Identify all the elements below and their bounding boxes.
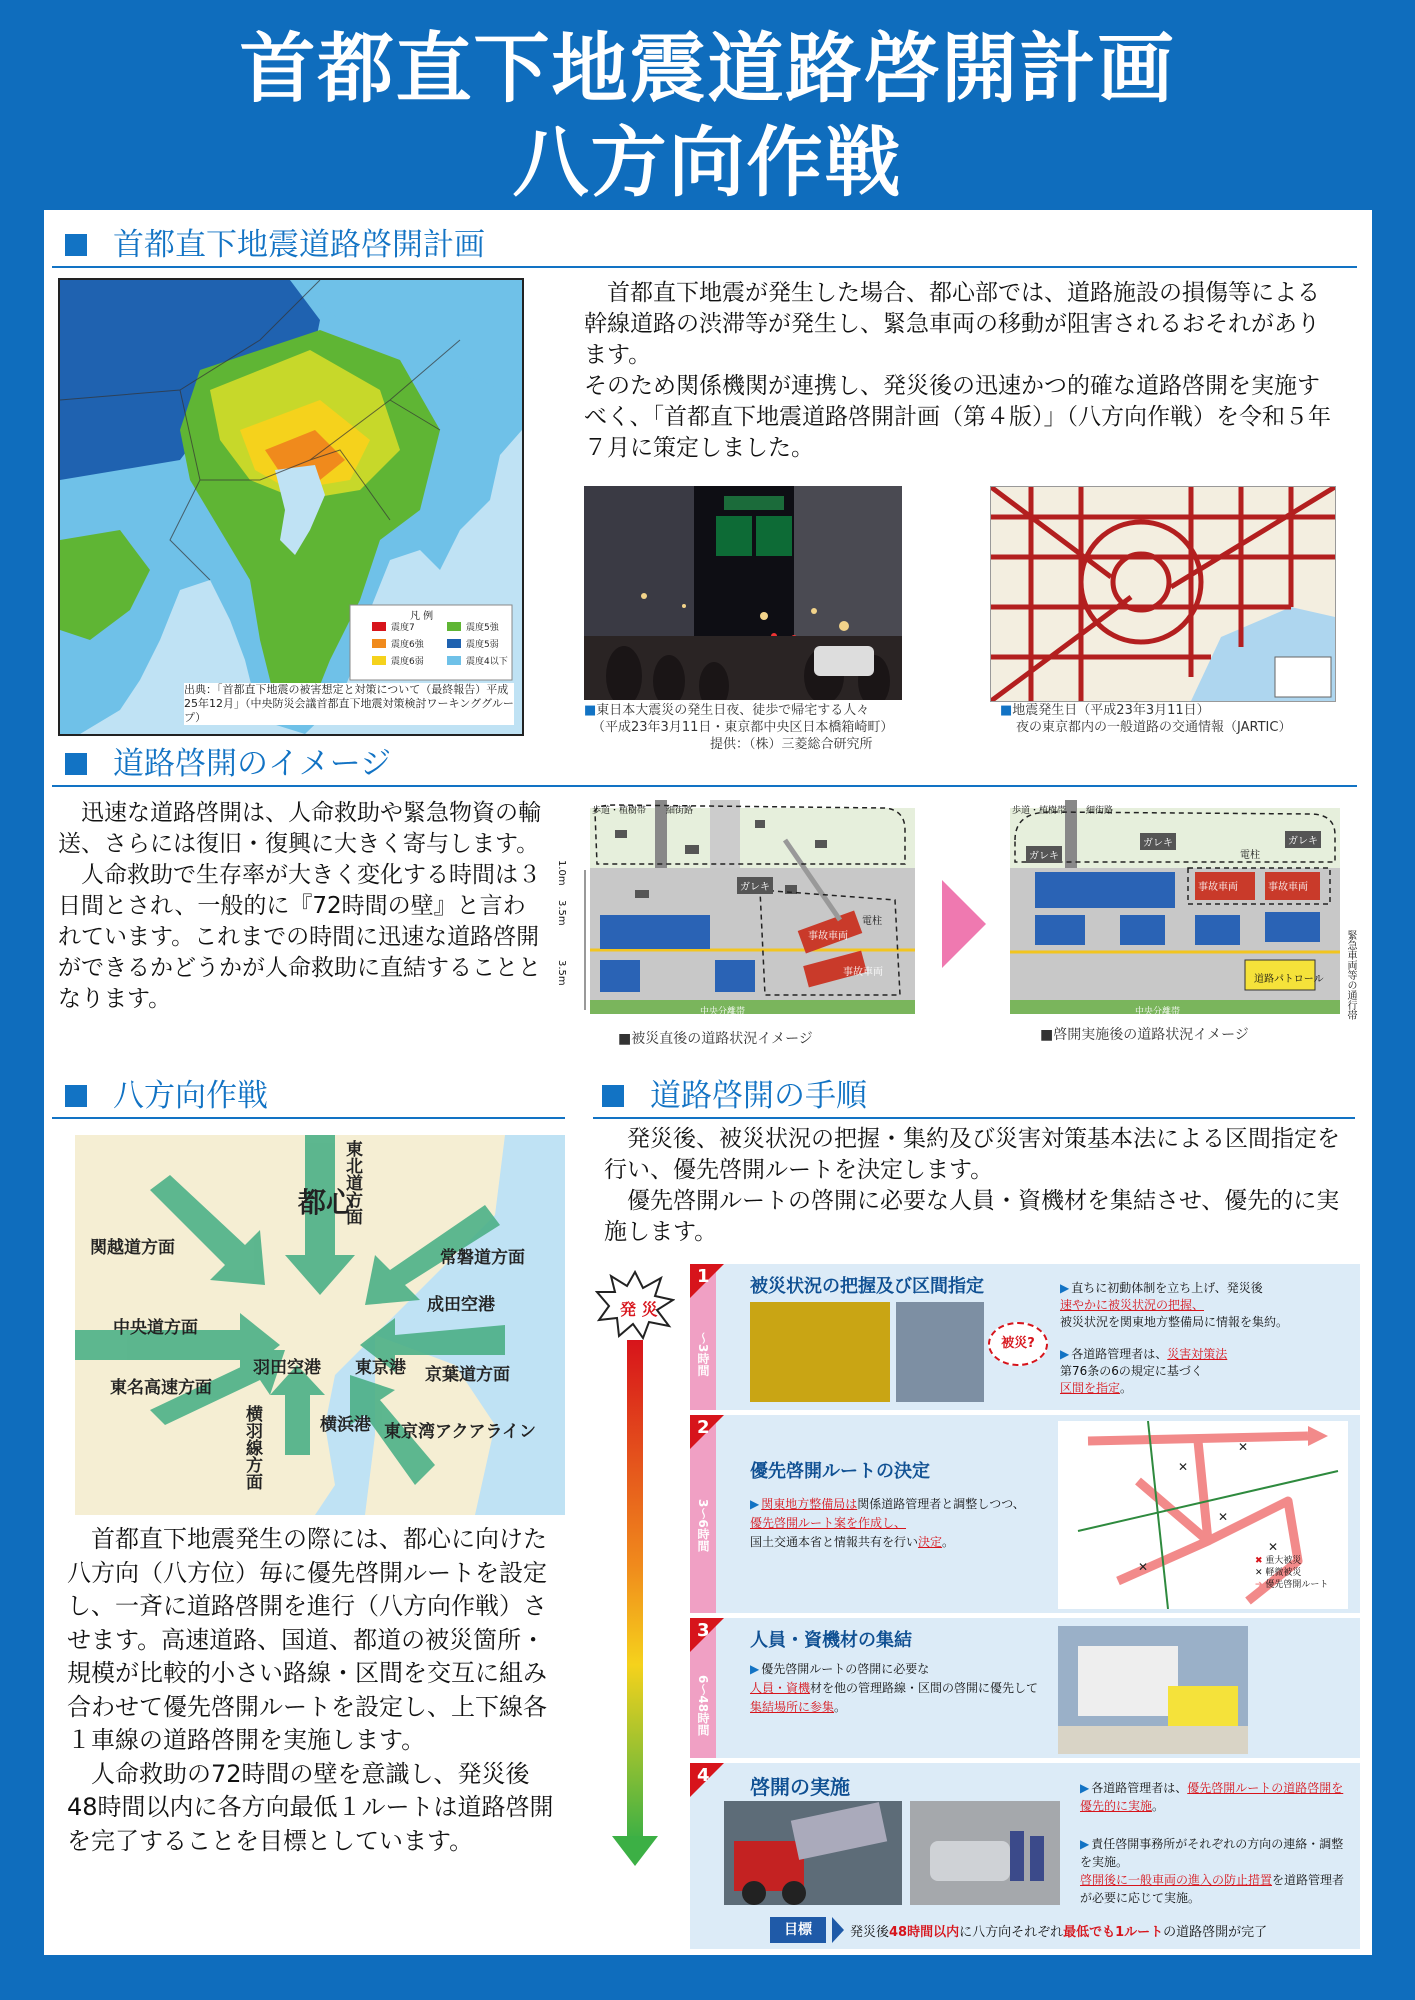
- goal-pre: 発災後: [850, 1925, 890, 1940]
- legend-swatch: [447, 639, 461, 648]
- trucks-graphic: [1058, 1626, 1248, 1754]
- svg-text:✕: ✕: [1268, 1540, 1279, 1554]
- goal-post: の道路啓開が完了: [1163, 1925, 1268, 1940]
- port-label-tokyo: 東京港: [355, 1358, 406, 1378]
- photo1-caption-line1: 東日本大震災の発生日夜、徒歩で帰宅する人々: [596, 703, 870, 718]
- section1-paragraph: 首都直下地震が発生した場合、都心部では、道路施設の損傷等による幹線道路の渋滞等が発生し、緊急車両の移動が阻害されるおそれがあります。: [584, 280, 1320, 368]
- planting-label: 植樹帯: [619, 806, 647, 816]
- section1-heading: [65, 225, 485, 265]
- step-4: [690, 1763, 1360, 1949]
- airport-label-narita: 成田空港: [427, 1295, 495, 1315]
- legend-swatch: [447, 622, 461, 631]
- section4-paragraph: 優先啓開ルートの啓開に必要な人員・資機材を集結させ、優先的に実施します。: [604, 1188, 1340, 1245]
- svg-text:✕: ✕: [1178, 1460, 1189, 1474]
- legend-label: 震度4以下: [466, 657, 508, 667]
- diagram-label-alley: 細街路: [666, 806, 694, 816]
- step-4-b1-post: 。: [1152, 1799, 1165, 1813]
- bullet-triangle-icon: ▶: [1060, 1347, 1070, 1361]
- square-bullet-icon: [65, 234, 87, 256]
- legend-item: [372, 620, 447, 633]
- step-2-bullet-1: [750, 1495, 1050, 1552]
- legend-minor: [1255, 1567, 1328, 1579]
- step-1-b2-red: 災害対策法: [1167, 1347, 1228, 1361]
- direction-label-keiyo: 京葉道方面: [425, 1365, 510, 1385]
- road-before-graphic: [555, 800, 915, 1022]
- section3-heading-text: 八方向作戦: [113, 1078, 268, 1114]
- step-4-title: 啓開の実施: [750, 1775, 850, 1799]
- section1-heading-text: 首都直下地震道路啓開計画: [113, 227, 485, 263]
- svg-text:✕: ✕: [1218, 1510, 1229, 1524]
- step-2-b1-red3: 決定: [918, 1535, 943, 1549]
- center-label: 都心: [298, 1186, 355, 1219]
- bullet-triangle-icon: ▶: [750, 1662, 760, 1676]
- before-caption: ■被災直後の道路状況イメージ: [618, 1031, 813, 1047]
- section3-paragraph: 首都直下地震発生の際には、都心に向けた八方向（八方位）毎に優先啓開ルートを設定し、一斉に道路啓開を進行（八方向作戦）させます。高速道路、国道、都道の被災箇所・規模が比較的小さい路線・区間を交互に組み合わせて優先啓開ルートを設定し、上下線各１車線の道路啓開を実施します。: [67, 1525, 547, 1754]
- legend-label: 震度6弱: [391, 657, 424, 667]
- step-3-time: 6〜48時間: [696, 1674, 710, 1737]
- section2-heading-text: 道路啓開のイメージ: [113, 746, 392, 782]
- section3-paragraph: 人命救助の72時間の壁を意識し、発災後48時間以内に各方向最低１ルートは道路啓開を完了することを目標としています。: [67, 1759, 554, 1855]
- diagram-label-accident: 事故車両: [808, 931, 848, 942]
- step-3-b1-pre: 優先啓開ルートの啓開に必要な: [761, 1662, 930, 1676]
- legend-label: 震度5強: [466, 623, 499, 633]
- title-line-1: 首都直下地震道路啓開計画: [239, 24, 1176, 113]
- direction-label-chuo: 中央道方面: [113, 1318, 198, 1338]
- step-1-photo-cyclist: [896, 1302, 984, 1402]
- step-2-title: 優先啓開ルートの決定: [750, 1461, 930, 1482]
- direction-label-joban: 常磐道方面: [440, 1248, 525, 1268]
- photo1-caption-line2: （平成23年3月11日・東京都中央区日本橋箱崎町）: [592, 720, 894, 735]
- photo1-caption: [584, 702, 914, 753]
- legend-minor-label: 軽微被災: [1265, 1568, 1302, 1578]
- goal-red1: 48時間以内: [889, 1925, 960, 1940]
- section1-rule: [52, 266, 1357, 268]
- step-1-photo-vehicle: [750, 1302, 890, 1402]
- step-2-legend: [1255, 1555, 1328, 1591]
- step-3-title: 人員・資機材の集結: [750, 1630, 912, 1651]
- step-1-bullet-2: [1060, 1346, 1350, 1397]
- photo1-caption-line3: 提供：（株）三菱総合研究所: [710, 737, 873, 752]
- legend-swatch: [372, 622, 386, 631]
- step-4-bullet-2: [1080, 1835, 1350, 1907]
- step-2-number: 2: [697, 1417, 710, 1438]
- caption-mark-icon: ■: [584, 703, 597, 718]
- diagram-label-rubble: ガレキ: [1026, 846, 1062, 863]
- legend-label: 震度6強: [391, 640, 424, 650]
- goal-tag: 目標: [770, 1917, 826, 1943]
- direction-label-yokohane: 横羽線方面: [242, 1405, 262, 1490]
- step-4-b1-red: 優先啓開ルートの道路啓開を優先的に実施: [1080, 1781, 1344, 1813]
- step-3-b1-mid: 材を他の管理路線・区間の啓開に優先して: [810, 1681, 1039, 1695]
- route-arrow-icon: ➔: [1255, 1580, 1263, 1590]
- loader-graphic: [724, 1801, 902, 1905]
- step-1-b2-red2: 区間を指定: [1060, 1381, 1121, 1395]
- step-3-number: 3: [697, 1620, 710, 1641]
- step-4-b2-post: を道路管理者が必要に応じて実施。: [1080, 1873, 1345, 1905]
- step-1-b1-red: 速やかに被災状況の把握、: [1060, 1298, 1205, 1312]
- legend-swatch: [372, 639, 386, 648]
- night-crowd-graphic: [584, 486, 902, 700]
- bullet-triangle-icon: ▶: [1060, 1281, 1070, 1295]
- step-4-b2-pre: 責任啓開事務所がそれぞれの方向の連絡・調整を実施。: [1080, 1837, 1344, 1869]
- section3-rule: [52, 1117, 565, 1119]
- step-2-b1-red: 関東地方整備局は: [761, 1497, 858, 1511]
- step-1-bubble: 被災?: [988, 1322, 1048, 1366]
- section2-rule: [52, 785, 1357, 787]
- legend-item: [372, 654, 447, 667]
- serious-damage-icon: ✖: [1255, 1556, 1263, 1566]
- dim-label: 1.0m: [556, 860, 567, 886]
- legend-route-label: 優先啓開ルート: [1265, 1580, 1329, 1590]
- legend-route: [1255, 1579, 1328, 1591]
- section4-rule: [593, 1117, 1355, 1119]
- timeline-arrowhead-icon: [612, 1836, 658, 1866]
- diagram-label-median: 中央分離帯: [1135, 1007, 1181, 1017]
- svg-text:✕: ✕: [1238, 1440, 1249, 1454]
- workers-graphic: [910, 1801, 1060, 1905]
- port-label-yokohama: 横浜港: [320, 1415, 371, 1435]
- diagram-label-rubble: ガレキ: [737, 877, 773, 894]
- goal-red2: 最低でも1ルート: [1063, 1925, 1164, 1940]
- traffic-map-graphic: [991, 487, 1335, 701]
- step-1-b2-mid: 第76条の6の規定に基づく: [1060, 1364, 1203, 1378]
- step-1-b2-pre: 各道路管理者は、: [1071, 1347, 1168, 1361]
- goal-text: [850, 1921, 1267, 1940]
- diagram-label-pole: 電柱: [1240, 850, 1260, 861]
- caption-mark-icon: ■: [1000, 703, 1013, 718]
- section2-paragraph: 人命救助で生存率が大きく変化する時間は３日間とされ、一般的に『72時間の壁』と言われています。これまでの時間に迅速な道路啓開ができるかどうかが人命救助に直結することとなります。: [58, 862, 541, 1012]
- planting-label: 植樹帯: [1039, 806, 1067, 816]
- dim-label: 3.5m: [556, 900, 567, 926]
- legend-item: [447, 654, 522, 667]
- step-4-photo-loader: [724, 1801, 902, 1905]
- step-3: [690, 1618, 1360, 1758]
- svg-text:✕: ✕: [1138, 1560, 1149, 1574]
- legend-label: 震度7: [391, 623, 415, 633]
- section2-heading: [65, 744, 391, 784]
- legend-item: [372, 637, 447, 650]
- title-line-2: 八方向作戦: [512, 118, 903, 207]
- diagram-label-sidewalk: 歩道・植樹帯: [1012, 806, 1067, 816]
- legend-item: [447, 637, 522, 650]
- step-3-b1-red2: 集結場所に参集: [750, 1700, 835, 1714]
- step-2-b1-post: 国土交通本省と情報共有を行い: [750, 1535, 919, 1549]
- step-2-time: 3〜6時間: [696, 1498, 710, 1552]
- step-4-b2-red: 啓開後に一般車両の進入の防止措置: [1080, 1873, 1273, 1887]
- step-4-b1-pre: 各道路管理者は、: [1091, 1781, 1188, 1795]
- direction-label-kanetsu: 関越道方面: [90, 1238, 175, 1258]
- diagram-label-accident: 事故車両: [843, 967, 883, 978]
- step-4-bullet-1: [1080, 1779, 1350, 1815]
- step-3-b1-post: 。: [834, 1700, 847, 1714]
- square-bullet-icon: [602, 1085, 624, 1107]
- step-1-bullet-1: [1060, 1280, 1350, 1331]
- step-1-title: 被災状況の把握及び区間指定: [750, 1276, 984, 1297]
- square-bullet-icon: [65, 753, 87, 775]
- map-legend: [372, 620, 522, 667]
- section4-body: [604, 1124, 1344, 1248]
- step-1-b1-post: 被災状況を関東地方整備局に情報を集約。: [1060, 1315, 1289, 1329]
- section1-body: [584, 278, 1336, 464]
- step-2-b1-end: 。: [942, 1535, 955, 1549]
- step-1-b2-post: 。: [1120, 1381, 1133, 1395]
- direction-label-aqualine: 東京湾アクアライン: [384, 1422, 536, 1442]
- legend-label: 震度5弱: [466, 640, 499, 650]
- minor-damage-icon: ✕: [1255, 1568, 1263, 1578]
- legend-serious: [1255, 1555, 1328, 1567]
- seismic-intensity-map: [58, 278, 524, 736]
- disaster-label: 発 災: [620, 1300, 658, 1319]
- legend-item: [447, 620, 522, 633]
- airport-label-haneda: 羽田空港: [253, 1358, 321, 1378]
- sidewalk-label: 歩道: [592, 806, 611, 816]
- diagram-label-sidewalk: 歩道・植樹帯: [592, 806, 647, 816]
- road-before-diagram: [555, 800, 915, 1022]
- lane-note-label: 緊急車両等の通行帯: [1345, 930, 1356, 1020]
- traffic-info-map: [990, 486, 1336, 702]
- step-3-b1-red: 人員・資機: [750, 1681, 811, 1695]
- goal-mid: に八方向それぞれ: [959, 1925, 1064, 1940]
- section1-paragraph: そのため関係機関が連携し、発災後の迅速かつ的確な道路啓開を実施すべく、「首都直下地震道路啓開計画（第４版）」（八方向作戦）を令和５年７月に策定しました。: [584, 373, 1332, 461]
- dim-label: 3.5m: [556, 960, 567, 986]
- direction-label-tohoku: 東北道方面: [342, 1140, 362, 1225]
- step-2-b1-pre: 関係道路管理者と調整しつつ、: [857, 1497, 1025, 1511]
- step-3-bullet-1: [750, 1660, 1050, 1717]
- diagram-label-patrol: 道路パトロール: [1254, 974, 1324, 985]
- legend-swatch: [372, 656, 386, 665]
- after-caption: ■啓開実施後の道路状況イメージ: [1040, 1027, 1249, 1043]
- section3-heading: [65, 1076, 268, 1116]
- step-1: [690, 1264, 1360, 1410]
- timeline-bar: [627, 1340, 643, 1840]
- diagram-label-pole: 電柱: [862, 916, 882, 927]
- diagram-label-rubble: ガレキ: [1285, 831, 1321, 848]
- bullet-triangle-icon: ▶: [1080, 1781, 1090, 1795]
- section4-heading: [602, 1076, 867, 1116]
- section4-heading-text: 道路啓開の手順: [650, 1078, 867, 1114]
- step-1-number: 1: [697, 1266, 710, 1287]
- map-legend-title: 凡 例: [410, 611, 434, 622]
- sidewalk-label: 歩道: [1012, 806, 1031, 816]
- section2-body: [58, 798, 546, 1015]
- legend-serious-label: 重大被災: [1265, 1556, 1302, 1566]
- map-source: 出典：「首都直下地震の被害想定と対策について（最終報告）平成25年12月」（中央防災会議首都直下地震対策検討ワーキンググループ）: [184, 683, 514, 724]
- step-4-photo-workers: [910, 1801, 1060, 1905]
- step-1-b1-pre: 直ちに初動体制を立ち上げ、発災後: [1071, 1281, 1263, 1295]
- step-1-time: 〜3時間: [696, 1331, 710, 1377]
- bullet-triangle-icon: ▶: [1080, 1837, 1090, 1851]
- diagram-label-accident: 事故車両: [1268, 882, 1308, 893]
- step-2: [690, 1415, 1360, 1613]
- section3-body: [67, 1523, 557, 1858]
- direction-label-tomei: 東名高速方面: [110, 1378, 212, 1398]
- goal-tag-arrow-icon: [832, 1917, 844, 1943]
- diagram-label-alley: 細街路: [1086, 806, 1114, 816]
- diagram-label-rubble: ガレキ: [1140, 833, 1176, 850]
- night-crowd-photo: [584, 486, 902, 700]
- step-3-photo-trucks: [1058, 1626, 1248, 1754]
- step-4-number: 4: [697, 1765, 710, 1786]
- diagram-label-median: 中央分離帯: [700, 1007, 746, 1017]
- diagram-label-accident: 事故車両: [1198, 882, 1238, 893]
- poster-title: [0, 22, 1415, 210]
- section2-paragraph: 迅速な道路啓開は、人命救助や緊急物資の輸送、さらには復旧・復興に大きく寄与します。: [58, 800, 541, 857]
- photo2-caption-line2: 夜の東京都内の一般道路の交通情報（JARTIC）: [1016, 720, 1292, 735]
- photo2-caption: [1000, 702, 1340, 736]
- photo2-caption-line1: 地震発生日（平成23年3月11日）: [1012, 703, 1210, 718]
- bullet-triangle-icon: ▶: [750, 1497, 760, 1511]
- step-2-b1-red2: 優先啓開ルート案を作成し、: [750, 1516, 907, 1530]
- section4-paragraph: 発災後、被災状況の把握・集約及び災害対策基本法による区間指定を行い、優先啓開ルートを決定します。: [604, 1126, 1340, 1183]
- transition-arrow-icon: [942, 880, 986, 968]
- square-bullet-icon: [65, 1085, 87, 1107]
- legend-swatch: [447, 656, 461, 665]
